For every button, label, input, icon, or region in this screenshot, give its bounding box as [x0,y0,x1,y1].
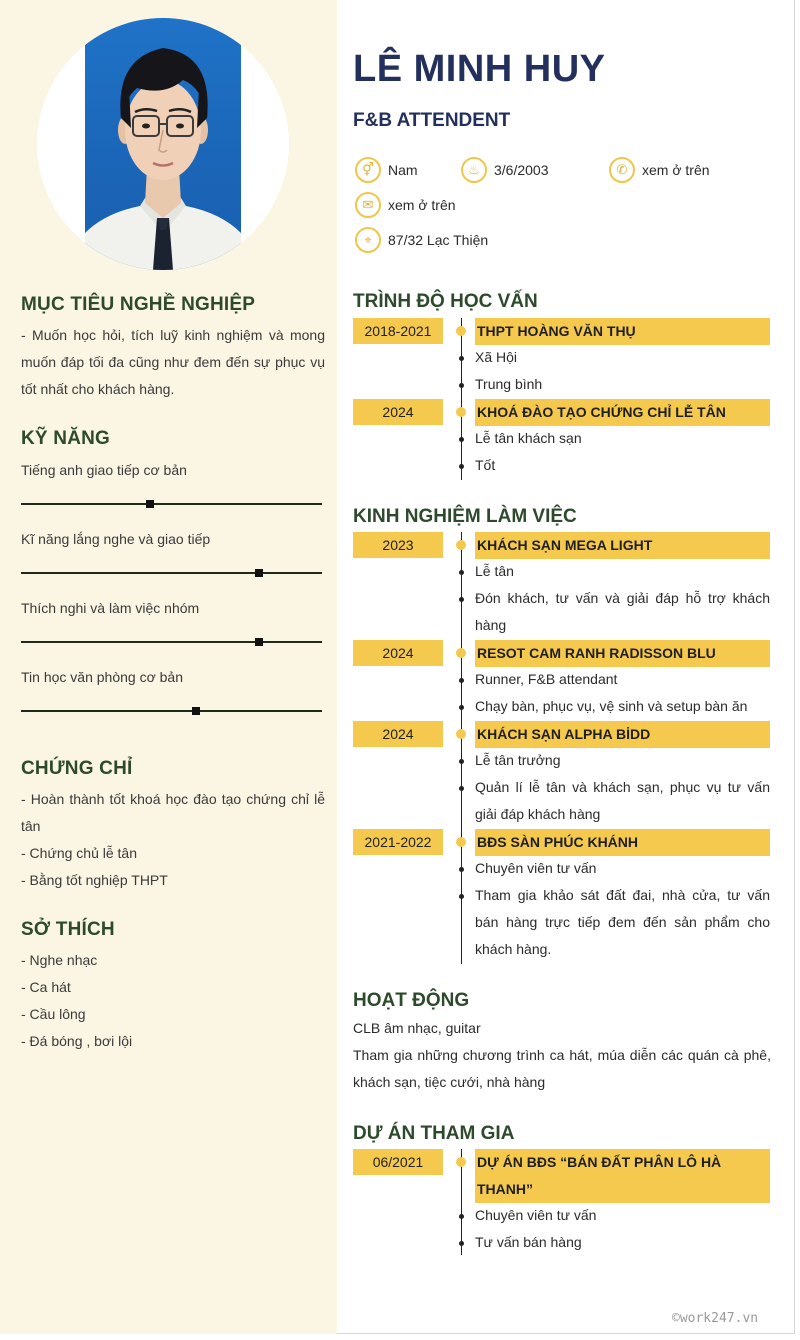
entry-item: Đón khách, tư vấn và giải đáp hỗ trợ khách hàng [475,590,770,633]
address-value: 87/32 Lạc Thiện [388,232,489,248]
bullet-dot [459,1241,464,1246]
entry-item: Trung bình [475,376,543,392]
entry-item: Tham gia khảo sát đất đai, nhà cửa, tư vấn bán hàng trực tiếp đem đến sản phẩm cho khách hàng. [475,887,770,957]
skill-name: Tiếng anh giao tiếp cơ bản [21,462,187,478]
entry-item: Runner, F&B attendant [475,671,618,687]
date-box: 2024 [353,399,443,425]
activity-line: Tham gia những chương trình ca hát, múa diễn các quán cà phê, khách sạn, tiệc cưới, nhà hàng [353,1047,771,1090]
info-phone [609,157,710,183]
entry-heading: DỰ ÁN BĐS “BÁN ĐẤT PHÂN LÔ HÀ THANH” [475,1149,770,1203]
skill-name: Thích nghi và làm việc nhóm [21,600,200,616]
entry-item: Lễ tân khách sạn [475,430,582,446]
candidate-role: F&B ATTENDENT [353,110,511,131]
hobby-item: - Đá bóng , bơi lội [21,1033,133,1049]
skill-item [21,462,322,478]
certificate-item: - Bằng tốt nghiệp THPT [21,872,168,888]
bullet-dot [459,464,464,469]
candidate-name: LÊ MINH HUY [353,48,606,90]
activities-title: HOẠT ĐỘNG [353,990,470,1011]
bullet-dot [459,570,464,575]
date-box: 2024 [353,721,443,747]
projects-title: DỰ ÁN THAM GIA [353,1123,515,1144]
skill-name: Kĩ năng lắng nghe và giao tiếp [21,531,211,547]
entry-item: Lễ tân trưởng [475,752,561,768]
skill-name: Tin học văn phòng cơ bản [21,669,183,685]
timeline-dot [456,729,466,739]
phone-icon: ✆ [609,157,635,183]
avatar-circle [37,18,289,270]
entry-item: Tư vấn bán hàng [475,1234,582,1250]
hobbies-title: SỞ THÍCH [21,919,115,940]
email-value: xem ở trên [388,197,456,213]
skill-bar [21,710,322,712]
portrait-illustration [85,18,241,270]
entry-item: Chuyên viên tư vấn [475,1207,597,1223]
gender-value: Nam [388,162,418,178]
hobby-item: - Cầu lông [21,1006,86,1022]
info-email [355,192,456,218]
skill-level-marker [255,638,263,646]
bullet-dot [459,759,464,764]
skill-bar [21,572,322,574]
date-box: 2021-2022 [353,829,443,855]
date-box: 06/2021 [353,1149,443,1175]
date-box: 2018-2021 [353,318,443,344]
entry-item: Lễ tân [475,563,514,579]
education-title: TRÌNH ĐỘ HỌC VẤN [353,291,538,312]
phone-value: xem ở trên [642,162,710,178]
objective-title: MỤC TIÊU NGHỀ NGHIỆP [21,294,256,315]
experience-title: KINH NGHIỆM LÀM VIỆC [353,506,577,527]
info-address [355,227,488,253]
certificates-list [21,786,325,894]
entry-heading: BĐS SÀN PHÚC KHÁNH [475,829,770,856]
certificate-item: - Hoàn thành tốt khoá học đào tạo chứng chỉ lễ tân [21,791,325,834]
entry-item: Xã Hội [475,349,518,365]
entry-heading: THPT HOÀNG VĂN THỤ [475,318,770,345]
entry-item: Chuyên viên tư vấn [475,860,597,876]
certificates-section [21,758,325,894]
timeline-dot [456,407,466,417]
skill-item [21,669,322,685]
bullet-dot [459,705,464,710]
date-box: 2024 [353,640,443,666]
email-icon: ✉ [355,192,381,218]
activity-line: CLB âm nhạc, guitar [353,1020,481,1036]
bullet-dot [459,356,464,361]
education-timeline [461,318,462,480]
info-birthday [461,157,549,183]
timeline-dot [456,540,466,550]
objective-text: - Muốn học hỏi, tích luỹ kinh nghiệm và mong muốn đáp tối đa cũng như đem đến sự phục vụ tốt nhất cho khách hàng. [21,327,325,397]
cake-icon: ♨ [461,157,487,183]
watermark: ©work247.vn [672,1311,759,1326]
entry-heading: KHOÁ ĐÀO TẠO CHỨNG CHỈ LỄ TÂN [475,399,770,426]
gender-icon: ⚥ [355,157,381,183]
timeline-dot [456,326,466,336]
skill-level-marker [146,500,154,508]
bullet-dot [459,383,464,388]
date-box: 2023 [353,532,443,558]
bullet-dot [459,867,464,872]
skill-level-marker [192,707,200,715]
bullet-dot [459,437,464,442]
objective-section [21,294,325,403]
certificate-item: - Chứng chủ lễ tân [21,845,137,861]
info-gender [355,157,418,183]
hobby-item: - Nghe nhạc [21,952,98,968]
bullet-dot [459,678,464,683]
hobbies-list [21,947,325,1055]
certificates-title: CHỨNG CHỈ [21,758,133,779]
hobby-item: - Ca hát [21,979,71,995]
avatar-photo [85,18,241,270]
skill-item [21,531,322,547]
left-column [0,0,337,1334]
skills-title: KỸ NĂNG [21,428,111,449]
bullet-dot [459,597,464,602]
skill-bar [21,503,322,505]
skills-section [21,428,325,728]
bullet-dot [459,894,464,899]
entry-item: Tốt [475,457,496,473]
timeline-dot [456,648,466,658]
skill-item [21,600,322,616]
map-icon: ⌖ [355,227,381,253]
entry-item: Quản lí lễ tân và khách sạn, phục vụ tư vấn giải đáp khách hàng [475,779,770,822]
hobbies-section [21,919,325,1055]
skill-level-marker [255,569,263,577]
entry-heading: KHÁCH SẠN ALPHA BİDD [475,721,770,748]
skill-bar [21,641,322,643]
bullet-dot [459,786,464,791]
bullet-dot [459,1214,464,1219]
timeline-dot [456,1157,466,1167]
entry-heading: RESOT CAM RANH RADISSON BLU [475,640,770,667]
entry-heading: KHÁCH SẠN MEGA LIGHT [475,532,770,559]
entry-item: Chạy bàn, phục vụ, vệ sinh và setup bàn ăn [475,698,748,714]
birthday-value: 3/6/2003 [494,162,549,178]
timeline-dot [456,837,466,847]
